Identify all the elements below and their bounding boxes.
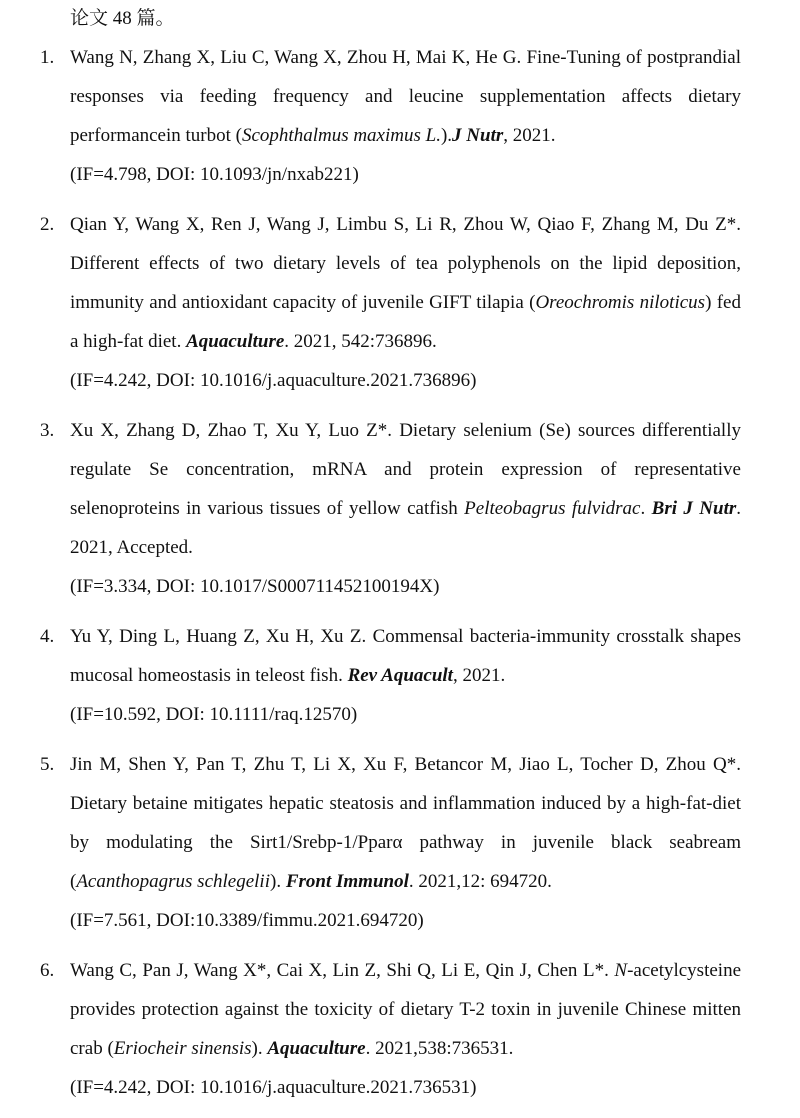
reference-journal: Rev Aquacult [347, 665, 453, 686]
reference-title: Different effects of two dietary levels of tea polyphenols on the lipid deposition, immunity and antioxidant capacity of juvenile GIFT tilapia ( [70, 253, 741, 313]
reference-authors: Yu Y, Ding L, Huang Z, Xu H, Xu Z. [70, 626, 367, 647]
reference-item [0, 205, 800, 400]
reference-year: , 2021. [503, 125, 556, 146]
reference-journal: J Nutr [452, 125, 504, 146]
reference-authors: Qian Y, Wang X, Ren J, Wang J, Limbu S, Li R, Zhou W, Qiao F, Zhang M, Du Z*. [70, 214, 741, 235]
reference-citation [70, 951, 741, 1068]
reference-title: -acetylcysteine provides protection against the toxicity of dietary T-2 toxin in juvenile Chinese mitten crab ( [70, 960, 741, 1059]
reference-body [70, 411, 741, 606]
reference-body [70, 745, 741, 940]
reference-body [70, 951, 741, 1107]
reference-item [0, 951, 800, 1107]
reference-citation [70, 411, 741, 567]
reference-citation [70, 617, 741, 695]
reference-item [0, 617, 800, 734]
reference-journal: Front Immunol [285, 871, 409, 892]
reference-number: 4. [40, 626, 55, 647]
reference-journal: Bri J Nutr [651, 498, 737, 519]
reference-year: . 2021, Accepted. [70, 498, 742, 558]
reference-title-end: ). [270, 871, 286, 892]
reference-title-italic-prefix: N [614, 960, 628, 981]
reference-number: 2. [40, 214, 55, 235]
reference-journal: Aquaculture [186, 331, 285, 352]
reference-item [0, 38, 800, 194]
reference-year: . 2021, 542:736896. [284, 331, 437, 352]
reference-title-end: ). [440, 125, 453, 146]
reference-authors: Jin M, Shen Y, Pan T, Zhu T, Li X, Xu F, Betancor M, Jiao L, Tocher D, Zhou Q*. [70, 754, 741, 775]
reference-title-end: . [640, 498, 652, 519]
reference-body [70, 205, 741, 400]
reference-number: 5. [40, 754, 55, 775]
reference-year: , 2021. [452, 665, 506, 686]
reference-species: Scophthalmus maximus L. [241, 125, 441, 146]
reference-title: Dietary selenium (Se) sources differentially regulate Se concentration, mRNA and protein expression of representative selenoproteins in various tissues of yellow catfish [70, 420, 741, 519]
reference-citation [70, 745, 741, 901]
section-intro-text: 论文 48 篇。 [70, 8, 175, 29]
reference-title: Commensal bacteria-immunity crosstalk shapes mucosal homeostasis in teleost fish. [70, 626, 741, 686]
reference-year: . 2021,538:736531. [365, 1038, 514, 1059]
reference-impact-doi: (IF=4.242, DOI: 10.1016/j.aquaculture.2021.736531) [70, 1077, 477, 1098]
reference-journal: Aquaculture [267, 1038, 366, 1059]
reference-impact-doi: (IF=10.592, DOI: 10.1111/raq.12570) [70, 704, 358, 725]
reference-authors: Wang C, Pan J, Wang X*, Cai X, Lin Z, Shi Q, Li E, Qin J, Chen L*. [70, 960, 615, 981]
reference-body [70, 38, 741, 194]
reference-impact-doi: (IF=4.242, DOI: 10.1016/j.aquaculture.2021.736896) [70, 370, 477, 391]
reference-impact-doi: (IF=3.334, DOI: 10.1017/S000711452100194X) [70, 576, 440, 597]
reference-list [0, 38, 800, 1118]
reference-title-end: ). [251, 1038, 268, 1059]
reference-title: Fine-Tuning of postprandial responses via feeding frequency and leucine supplementation affects dietary performancein turbot ( [70, 47, 742, 146]
reference-impact-doi: (IF=7.561, DOI:10.3389/fimmu.2021.694720) [70, 910, 424, 931]
reference-item [0, 745, 800, 940]
reference-citation [70, 205, 741, 361]
reference-number: 1. [40, 47, 55, 68]
reference-citation [70, 38, 741, 155]
reference-species: Acanthopagrus schlegelii [76, 871, 270, 892]
reference-item [0, 411, 800, 606]
reference-species: Oreochromis niloticus [535, 292, 706, 313]
reference-species: Pelteobagrus fulvidrac [464, 498, 641, 519]
reference-number: 3. [40, 420, 55, 441]
reference-title-end: ) fed a high-fat diet. [70, 292, 741, 352]
reference-species: Eriocheir sinensis [113, 1038, 252, 1059]
reference-body [70, 617, 741, 734]
reference-authors: Wang N, Zhang X, Liu C, Wang X, Zhou H, Mai K, He G. [70, 47, 522, 68]
reference-number: 6. [40, 960, 55, 981]
reference-impact-doi: (IF=4.798, DOI: 10.1093/jn/nxab221) [70, 164, 359, 185]
reference-authors: Xu X, Zhang D, Zhao T, Xu Y, Luo Z*. [70, 420, 393, 441]
reference-title: Dietary betaine mitigates hepatic steatosis and inflammation induced by a high-fat-diet by modulating the Sirt1/Srebp-1/Pparα pathway in juvenile black seabream ( [70, 793, 741, 892]
reference-year: . 2021,12: 694720. [408, 871, 552, 892]
